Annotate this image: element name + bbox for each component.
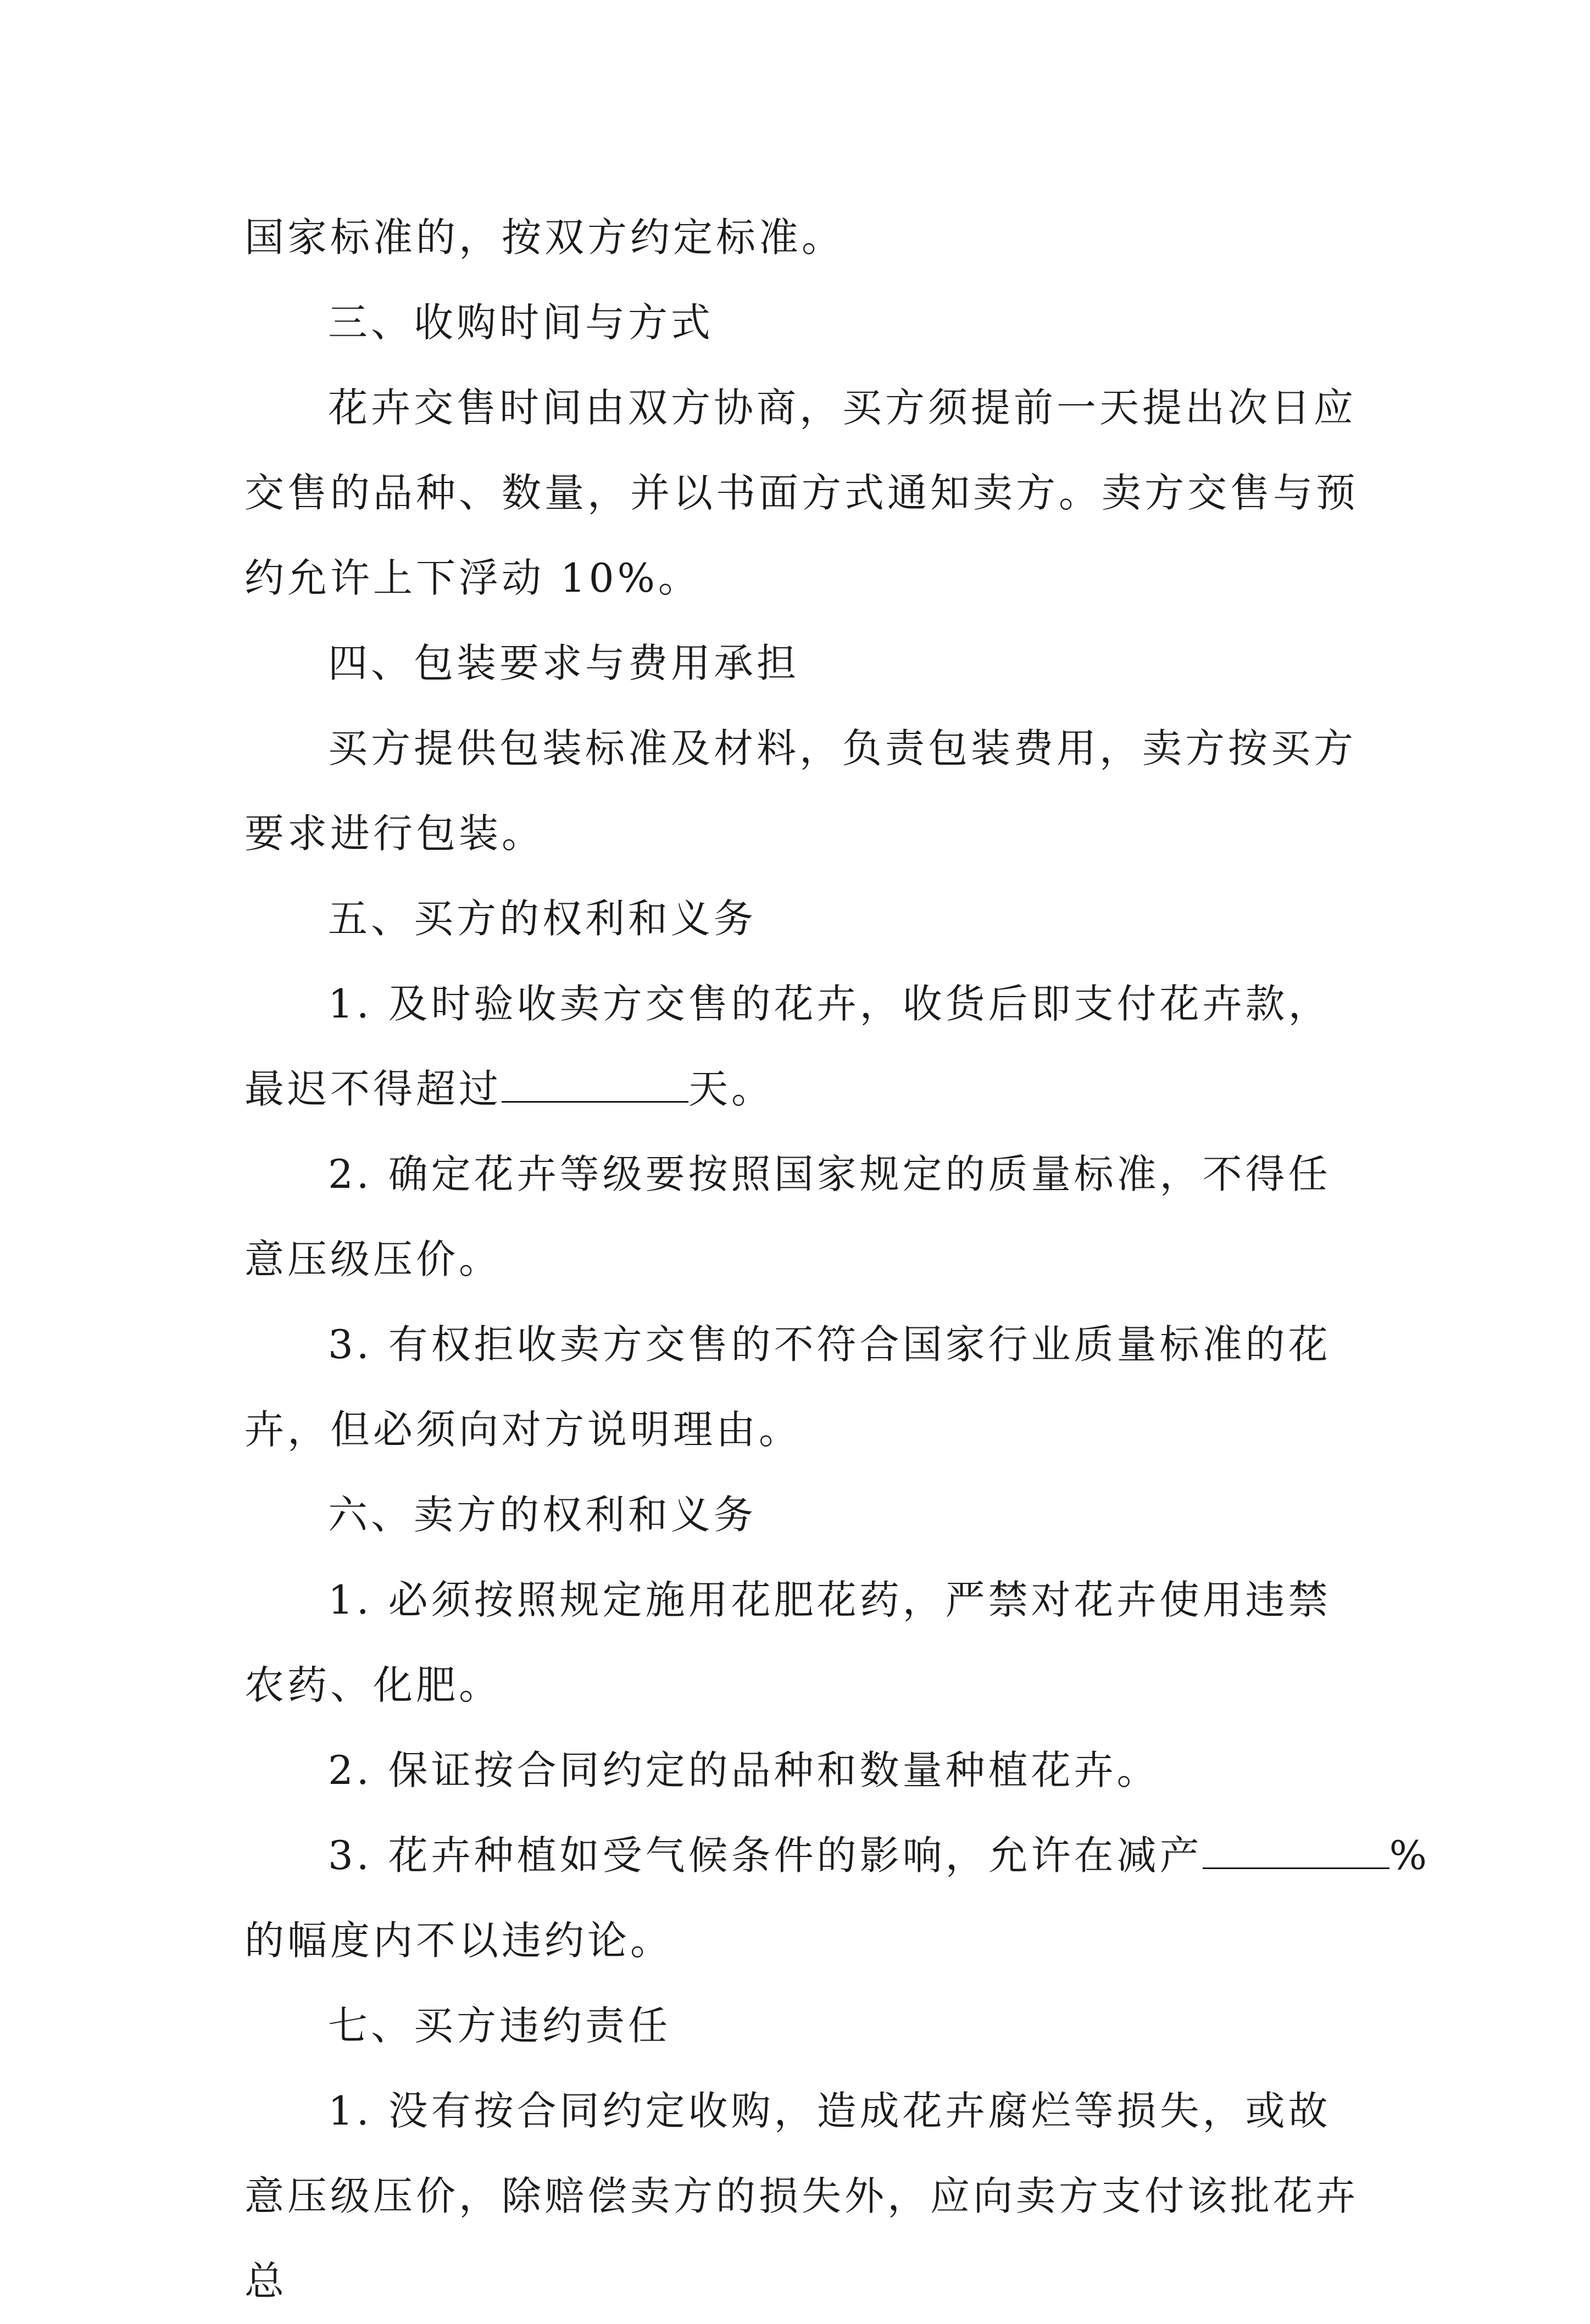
section-6-item-2: 2. 保证按合同约定的品种和数量种植花卉。	[328, 1747, 1160, 1793]
contract-text	[244, 195, 1431, 2324]
section-4-body: 买方提供包装标准及材料，负责包装费用，卖方按买方要求进行包装。	[244, 725, 1357, 857]
section-5-heading: 五、买方的权利和义务	[328, 896, 757, 942]
section-7-item-1: 1. 没有按合同约定收购，造成花卉腐烂等损失，或故意压级压价，除赔偿卖方的损失外，应向卖方支付该批花卉总	[244, 2088, 1359, 2304]
section-3-body: 花卉交售时间由双方协商，买方须提前一天提出次日应交售的品种、数量，并以书面方式通知卖方。卖方交售与预约允许上下浮动 10%。	[244, 385, 1359, 601]
section-6-item-3-text: 3. 花卉种植如受气候条件的影响，允许在减产	[328, 1832, 1203, 1878]
section-6-item-3-line	[328, 1832, 1430, 1878]
section-5-item-1-text: 1. 及时验收卖方交售的花卉，收货后即支付花卉款，最迟不得超过	[244, 981, 1331, 1112]
section-5-item-1-suffix: 天。	[688, 1066, 775, 1112]
section-5-item-2: 2. 确定花卉等级要按照国家规定的质量标准，不得任意压级压价。	[244, 1151, 1331, 1282]
section-6-item-1: 1. 必须按照规定施用花肥花药，严禁对花卉使用违禁农药、化肥。	[244, 1577, 1331, 1708]
section-6-heading: 六、卖方的权利和义务	[328, 1492, 757, 1538]
section-7-heading: 七、买方违约责任	[328, 2003, 671, 2049]
section-6-item-3	[244, 1813, 1431, 1983]
section-6-item-3-suffix: 的幅度内不以违约论。	[244, 1917, 674, 1964]
paragraph-standard-continuation: 国家标准的，按双方约定标准。	[244, 214, 845, 260]
section-3-heading: 三、收购时间与方式	[328, 299, 714, 346]
section-5-item-3: 3. 有权拒收卖方交售的不符合国家行业质量标准的花卉，但必须向对方说明理由。	[244, 1321, 1331, 1453]
section-5-item-1	[244, 961, 1360, 1132]
days-blank-field[interactable]	[502, 1068, 688, 1103]
yield-reduction-blank-field[interactable]	[1203, 1834, 1389, 1869]
section-4-heading: 四、包装要求与费用承担	[328, 640, 800, 686]
percent-sign: %	[1389, 1832, 1431, 1878]
